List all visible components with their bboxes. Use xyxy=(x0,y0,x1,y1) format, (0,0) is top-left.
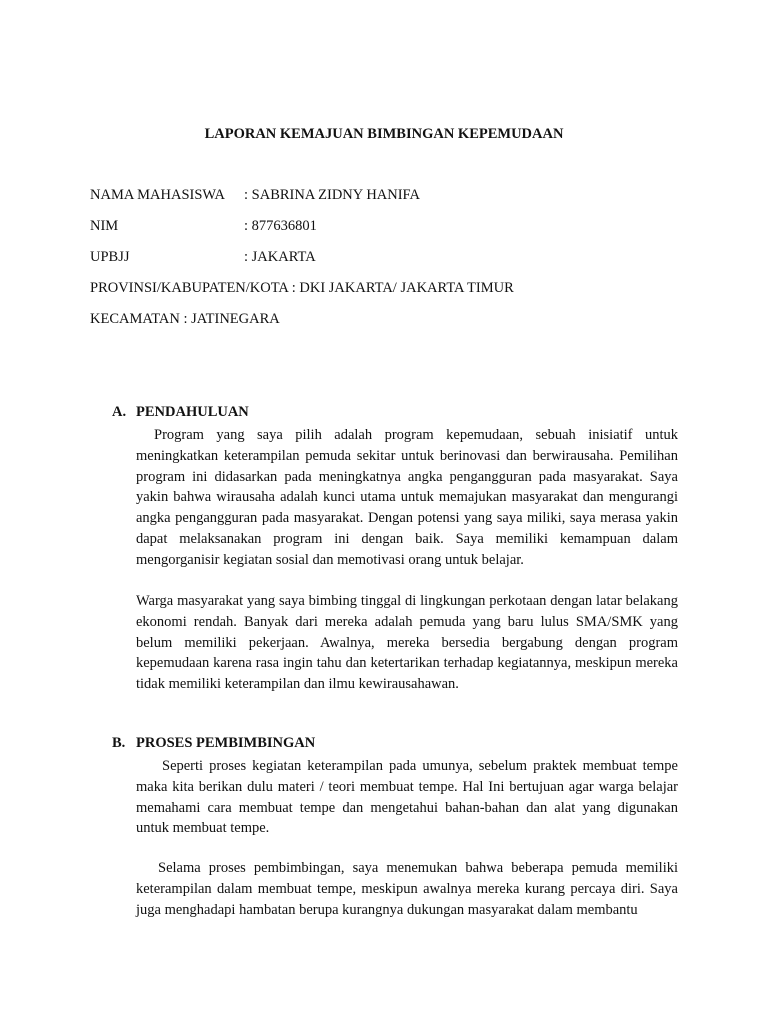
paragraph-pendahuluan-2: Warga masyarakat yang saya bimbing tinggal di lingkungan perkotaan dengan latar belakang ekonomi rendah. Banyak dari mereka adalah pemuda yang baru lulus SMA/SMK yang belum memiliki pekerjaan. Awalnya, mereka bersedia bergabung dengan program kepemudaan karena rasa ingin tahu dan ketertarikan terhadap kegiatannya, meskipun mereka tidak memiliki keterampilan dan ilmu kewirausahawan. xyxy=(136,593,678,693)
paragraph-pembimbingan-1: Seperti proses kegiatan keterampilan pada umunya, sebelum praktek membuat tempe maka kita berikan dulu materi / teori membuat tempe. Hal Ini bertujuan agar warga belajar memahami cara membuat tempe dan mengetahui bahan-bahan dan alat yang digunakan untuk membuat tempe. xyxy=(136,758,678,837)
upbjj-value: : JAKARTA xyxy=(244,249,316,265)
paragraph-pembimbingan-2: Selama proses pembimbingan, saya menemukan bahwa beberapa pemuda memiliki keterampilan dalam membuat tempe, meskipun awalnya mereka kurang percaya diri. Saya juga menghadapi hambatan berupa kurangnya dukungan masyarakat dalam membantu xyxy=(136,860,678,918)
provinsi-line: PROVINSI/KABUPATEN/KOTA : DKI JAKARTA/ JAKARTA TIMUR xyxy=(90,280,514,296)
nama-value: : SABRINA ZIDNY HANIFA xyxy=(244,187,421,203)
paragraph-pendahuluan-1: Program yang saya pilih adalah program kepemudaan, sebuah inisiatif untuk meningkatkan keterampilan pemuda sekitar untuk berinovasi dan berwirausaha. Pemilihan program ini didasarkan pada meningkatnya angka pengangguran pada masyarakat. Saya yakin bahwa wirausaha adalah kunci utama untuk memajukan masyarakat dan mengurangi angka pengangguran pada masyarakat. Dengan potensi yang saya miliki, saya merasa yakin dapat melaksanakan program ini dengan baik. Saya memiliki kemampuan dalam mengorganisir kegiatan sosial dan memotivasi orang untuk belajar. xyxy=(136,427,678,568)
section-letter: B. xyxy=(112,735,126,751)
info-row-provinsi xyxy=(90,280,514,300)
section-title: PENDAHULUAN xyxy=(136,404,249,420)
nim-label: NIM xyxy=(90,218,119,234)
document-title: LAPORAN KEMAJUAN BIMBINGAN KEPEMUDAAN xyxy=(204,126,564,142)
section-heading-a xyxy=(112,404,249,421)
kecamatan-line: KECAMATAN : JATINEGARA xyxy=(90,311,280,327)
info-row-kecamatan xyxy=(90,311,280,331)
info-row-nama xyxy=(90,187,420,207)
nim-value: : 877636801 xyxy=(244,218,317,234)
nama-label: NAMA MAHASISWA xyxy=(90,187,225,203)
section-heading-b xyxy=(112,735,315,752)
section-letter: A. xyxy=(112,404,127,420)
info-row-upbjj xyxy=(90,249,316,269)
upbjj-label: UPBJJ xyxy=(90,249,130,265)
info-row-nim xyxy=(90,218,317,238)
section-title: PROSES PEMBIMBINGAN xyxy=(136,735,316,751)
